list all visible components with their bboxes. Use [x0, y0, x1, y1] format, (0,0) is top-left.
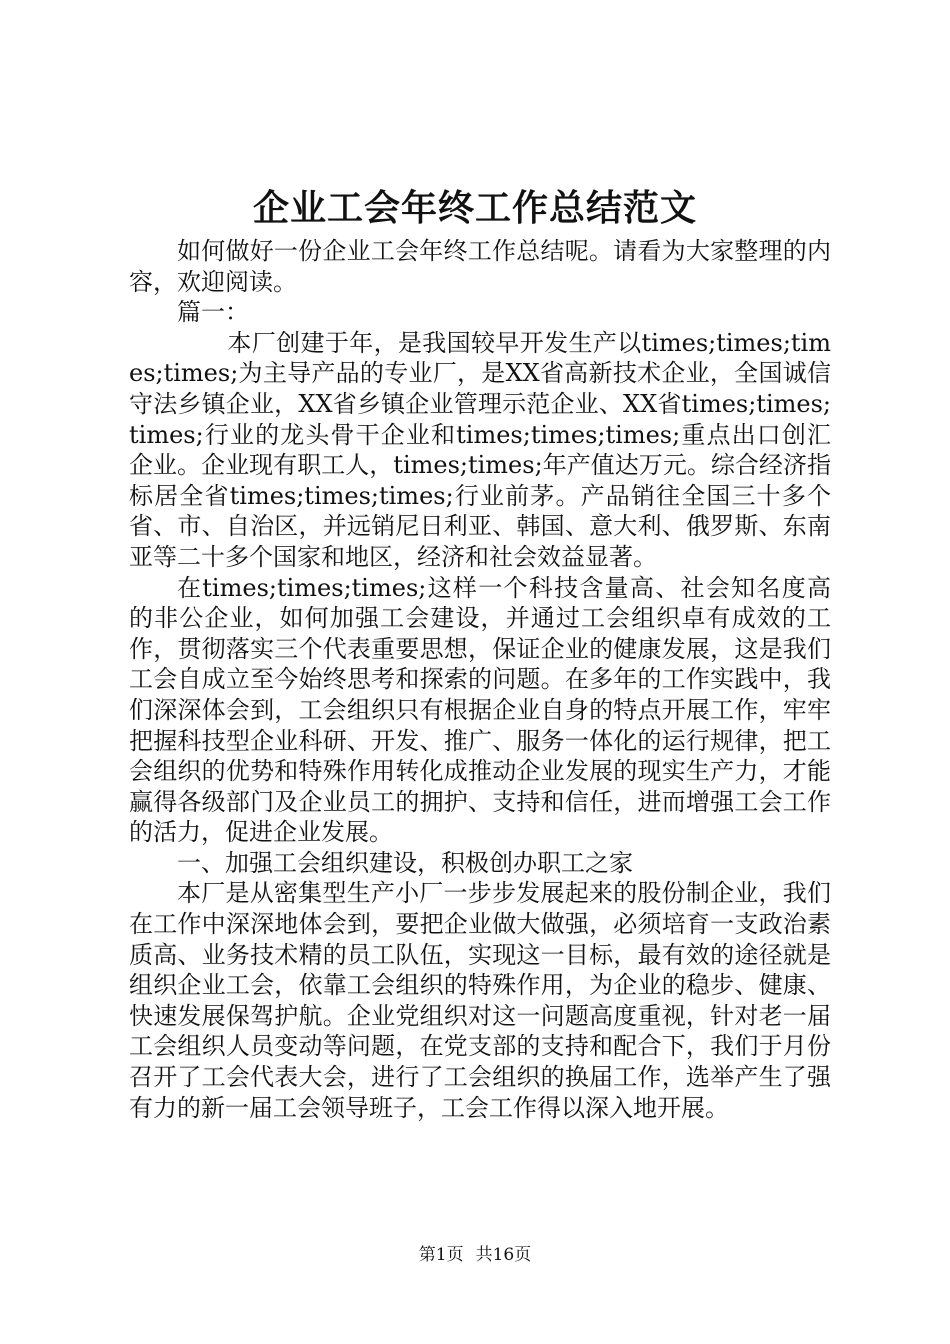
body-paragraph: 在times;times;times;这样一个科技含量高、社会知名度高的非公企业，如何加强工会建设，并通过工会组织卓有成效的工作，贯彻落实三个代表重要思想，保证企业的健康发展，这是我们工会自成立至今始终思考和探索的问题。在多年的工作实践中，我们深深体会到，工会组织只有根据企业自身的特点开展工作，牢牢把握科技型企业科研、开发、推广、服务一体化的运行规律，把工会组织的优势和特殊作用转化成推动企业发展的现实生产力，才能赢得各级部门及企业员工的拥护、支持和信任，进而增强工会工作的活力，促进企业发展。: [129, 573, 831, 847]
body-paragraph: 本厂创建于年，是我国较早开发生产以times;times;times;times;为主导产品的专业厂，是XX省高新技术企业，全国诚信守法乡镇企业，XX省乡镇企业管理示范企业、XX省times;times;times;行业的龙头骨干企业和times;times;times;重点出口创汇企业。企业现有职工人，times;times;年产值达万元。综合经济指标居全省times;times;times;行业前茅。产品销往全国三十多个省、市、自治区，并远销尼日利亚、韩国、意大利、俄罗斯、东南亚等二十多个国家和地区，经济和社会效益显著。: [129, 328, 831, 571]
page-number: 第1页: [418, 1245, 464, 1265]
section-heading: 一、加强工会组织建设，积极创办职工之家: [177, 848, 633, 877]
page-total: 共16页: [475, 1245, 532, 1265]
document-body: [129, 236, 831, 1123]
section-label: 篇一：: [177, 298, 249, 327]
intro-paragraph: 如何做好一份企业工会年终工作总结呢。请看为大家整理的内容，欢迎阅读。: [129, 237, 831, 296]
page-footer: [0, 1243, 950, 1267]
document-title: 企业工会年终工作总结范文: [252, 187, 697, 229]
body-paragraph: 本厂是从密集型生产小厂一步步发展起来的股份制企业，我们在工作中深深地体会到，要把企业做大做强，必须培育一支政治素质高、业务技术精的员工队伍，实现这一目标，最有效的途径就是组织企业工会，依靠工会组织的特殊作用，为企业的稳步、健康、快速发展保驾护航。企业党组织对这一问题高度重视，针对老一届工会组织人员变动等问题，在党支部的支持和配合下，我们于月份召开了工会代表大会，进行了工会组织的换届工作，选举产生了强有力的新一届工会领导班子，工会工作得以深入地开展。: [129, 879, 831, 1122]
